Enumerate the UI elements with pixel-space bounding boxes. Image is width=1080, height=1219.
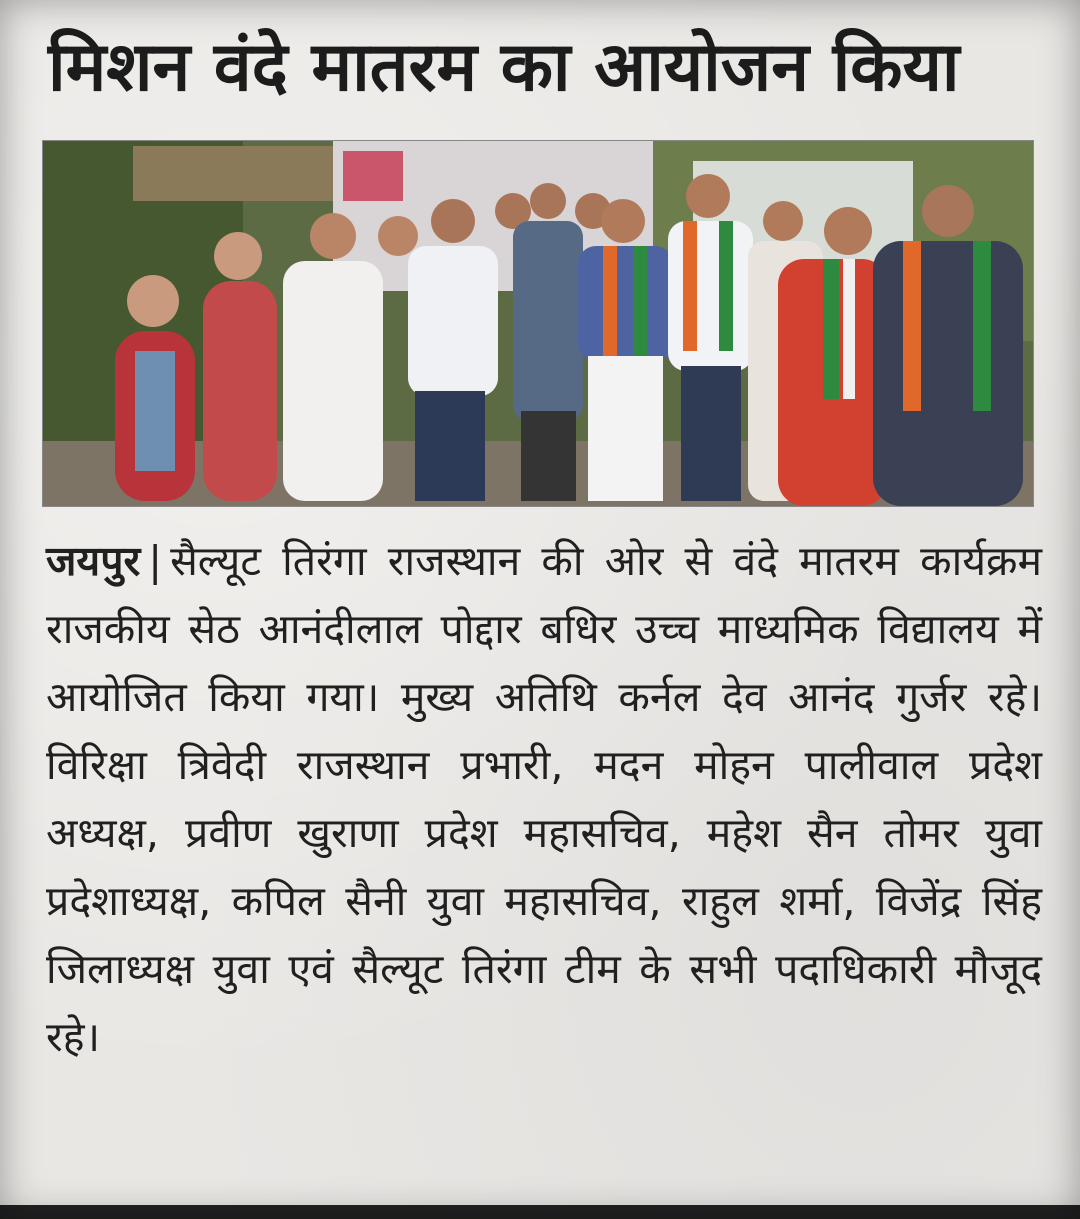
dateline-separator: |: [148, 537, 163, 585]
article-text: [46, 527, 1042, 1071]
dateline: जयपुर: [46, 537, 141, 585]
page-bottom-edge: [0, 1205, 1080, 1219]
group-photo: [42, 140, 1034, 507]
article-body: सैल्यूट तिरंगा राजस्थान की ओर से वंदे मातरम कार्यक्रम राजकीय सेठ आनंदीलाल पोद्दार बधिर उच्च माध्यमिक विद्यालय में आयोजित किया गया। मुख्य अतिथि कर्नल देव आनंद गुर्जर रहे। विरिक्षा त्रिवेदी राजस्थान प्रभारी, मदन मोहन पालीवाल प्रदेश अध्यक्ष, प्रवीण खुराणा प्रदेश महासचिव, महेश सैन तोमर युवा प्रदेशाध्यक्ष, कपिल सैनी युवा महासचिव, राहुल शर्मा, विजेंद्र सिंह जिलाध्यक्ष युवा एवं सैल्यूट तिरंगा टीम के सभी पदाधिकारी मौजूद रहे।: [46, 537, 1042, 1061]
group-photo-icon: [43, 141, 1033, 506]
headline: मिशन वंदे मातरम का आयोजन किया: [48, 28, 960, 107]
